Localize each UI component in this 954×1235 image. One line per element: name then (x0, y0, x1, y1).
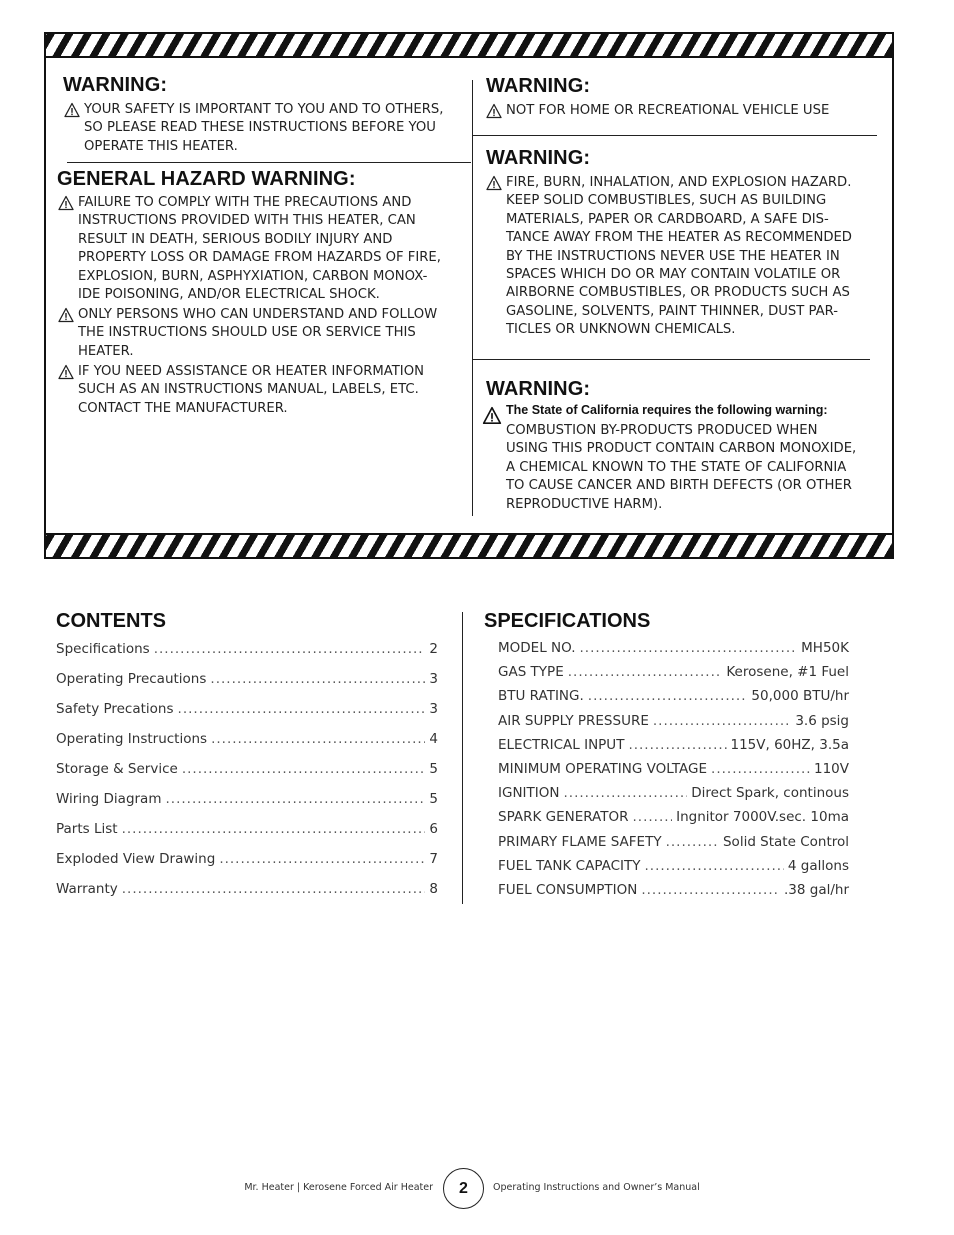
text-line: FIRE, BURN, INHALATION, AND EXPLOSION HAZARD. (506, 175, 852, 190)
dot-leader (211, 731, 425, 747)
dot-leader (219, 851, 425, 867)
text-line: BY THE INSTRUCTIONS NEVER USE THE HEATER IN (506, 248, 840, 264)
toc-page: 5 (429, 761, 438, 777)
text-line: FAILURE TO COMPLY WITH THE PRECAUTIONS AND (78, 195, 412, 210)
dot-leader (122, 821, 426, 837)
spec-row (498, 834, 849, 850)
spec-row (498, 809, 849, 825)
divider (472, 135, 877, 136)
dot-leader (711, 761, 810, 777)
spec-label: FUEL TANK CAPACITY (498, 857, 641, 874)
spec-value: Ingnitor 7000V.sec. 10ma (676, 809, 849, 826)
toc-page: 8 (429, 881, 438, 897)
warning-text-fire-hazard (506, 174, 852, 340)
dot-leader (210, 671, 425, 687)
toc-entry[interactable] (56, 641, 438, 657)
dot-leader (165, 791, 425, 807)
text-line: HEATER. (78, 343, 134, 359)
text-line: MATERIALS, PAPER OR CARDBOARD, A SAFE DIS- (506, 211, 829, 227)
toc-entry[interactable] (56, 791, 438, 807)
warning-triangle-icon (64, 102, 80, 118)
dot-leader (645, 858, 784, 874)
dot-leader (666, 834, 719, 850)
spec-value: Direct Spark, continous (691, 785, 849, 802)
dot-leader (653, 713, 791, 729)
spec-row (498, 737, 849, 753)
toc-page: 7 (429, 851, 438, 867)
text-line: GASOLINE, SOLVENTS, PAINT THINNER, DUST PAR- (506, 303, 839, 319)
toc-label: Wiring Diagram (56, 791, 162, 807)
spec-label: ELECTRICAL INPUT (498, 736, 625, 753)
toc-entry[interactable] (56, 821, 438, 837)
warning-triangle-icon (58, 195, 74, 211)
text-line: SO PLEASE READ THESE INSTRUCTIONS BEFORE YOU (84, 120, 436, 136)
footer-brand: Mr. Heater | Kerosene Forced Air Heater (244, 1182, 433, 1193)
text-line: REPRODUCTIVE HARM). (506, 496, 663, 512)
text-line: IF YOU NEED ASSISTANCE OR HEATER INFORMATION (78, 364, 424, 379)
spec-value: .38 gal/hr (783, 882, 849, 898)
spec-value: Kerosene, #1 Fuel (726, 664, 849, 681)
text-line: YOUR SAFETY IS IMPORTANT TO YOU AND TO OTHERS, (84, 102, 444, 117)
spec-label: PRIMARY FLAME SAFETY (498, 833, 662, 850)
dot-leader (641, 882, 780, 898)
toc-label: Specifications (56, 641, 150, 657)
text-line: OPERATE THIS HEATER. (84, 138, 238, 154)
spec-row (498, 761, 849, 777)
toc-label: Exploded View Drawing (56, 851, 216, 867)
text-line: TANCE AWAY FROM THE HEATER AS RECOMMENDED (506, 230, 852, 246)
warning-text-california (506, 422, 856, 514)
spec-value: 3.6 psig (795, 712, 849, 729)
spec-value: 4 gallons (787, 857, 849, 874)
general-hazard-item-2 (78, 306, 437, 361)
text-line: TO CAUSE CANCER AND BIRTH DEFECTS (OR OTHER (506, 478, 852, 494)
general-hazard-item-1 (78, 194, 441, 304)
spec-label: IGNITION (498, 785, 560, 802)
spec-row (498, 688, 849, 704)
contents-title: CONTENTS (56, 610, 166, 632)
warning-column-divider (472, 80, 473, 516)
divider (472, 359, 870, 360)
toc-page: 4 (429, 731, 438, 747)
text-line: INSTRUCTIONS PROVIDED WITH THIS HEATER, CAN (78, 213, 416, 229)
warning-heading: WARNING: (486, 147, 591, 169)
toc-entry[interactable] (56, 761, 438, 777)
dot-leader (182, 761, 426, 777)
toc-page: 2 (429, 641, 438, 657)
dot-leader (633, 809, 673, 825)
text-line: SUCH AS AN INSTRUCTIONS MANUAL, LABELS, ETC. (78, 382, 419, 398)
warning-triangle-icon (486, 103, 502, 119)
spec-label: AIR SUPPLY PRESSURE (498, 712, 649, 729)
toc-label: Safety Precations (56, 701, 174, 717)
toc-label: Parts List (56, 821, 118, 837)
dot-leader (568, 664, 723, 680)
spec-label: BTU RATING. (498, 688, 584, 705)
toc-label: Operating Instructions (56, 731, 208, 747)
spec-label: GAS TYPE (498, 664, 564, 681)
column-divider (462, 612, 463, 904)
divider (67, 162, 471, 163)
toc-page: 6 (429, 821, 438, 837)
text-line: THE INSTRUCTIONS SHOULD USE OR SERVICE THIS (78, 325, 416, 341)
toc-entry[interactable] (56, 731, 438, 747)
spec-value: MH50K (801, 640, 849, 656)
text-line: IDE POISONING, AND/OR ELECTRICAL SHOCK. (78, 287, 380, 303)
toc-entry[interactable] (56, 701, 438, 717)
specifications-title: SPECIFICATIONS (484, 610, 651, 632)
toc-page: 3 (429, 671, 438, 687)
warning-triangle-icon (482, 406, 502, 425)
warning-heading: WARNING: (486, 75, 591, 97)
spec-label: SPARK GENERATOR (498, 809, 629, 826)
spec-value: 110V (813, 761, 849, 777)
spec-label: MODEL NO. (498, 640, 576, 656)
hazard-stripe-top (46, 34, 892, 58)
spec-row (498, 858, 849, 874)
text-line: EXPLOSION, BURN, ASPHYXIATION, CARBON MONOX- (78, 268, 428, 284)
general-hazard-heading: GENERAL HAZARD WARNING: (57, 168, 356, 190)
toc-label: Operating Precautions (56, 671, 207, 687)
general-hazard-item-3 (78, 363, 424, 418)
text-line: KEEP SOLID COMBUSTIBLES, SUCH AS BUILDING (506, 193, 827, 209)
text-line: A CHEMICAL KNOWN TO THE STATE OF CALIFORNIA (506, 459, 847, 475)
dot-leader (122, 881, 426, 897)
text-line: COMBUSTION BY-PRODUCTS PRODUCED WHEN (506, 423, 818, 438)
dot-leader (154, 641, 426, 657)
dot-leader (563, 785, 687, 801)
toc-entry[interactable] (56, 671, 438, 687)
warning-triangle-icon (58, 307, 74, 323)
hazard-stripe-bottom (46, 533, 892, 557)
dot-leader (178, 701, 426, 717)
dot-leader (579, 640, 797, 656)
page-number: 2 (443, 1168, 484, 1209)
toc-entry[interactable] (56, 881, 438, 897)
text-line: USING THIS PRODUCT CONTAIN CARBON MONOXIDE, (506, 441, 857, 457)
text-line: NOT FOR HOME OR RECREATIONAL VEHICLE USE (506, 103, 830, 118)
text-line: PROPERTY LOSS OR DAMAGE FROM HAZARDS OF FIRE, (78, 250, 441, 266)
footer-manual-title: Operating Instructions and Owner’s Manual (493, 1182, 700, 1193)
spec-row (498, 882, 849, 898)
spec-row (498, 785, 849, 801)
warning-triangle-icon (58, 364, 74, 380)
toc-page: 5 (429, 791, 438, 807)
spec-value: 115V, 60HZ, 3.5a (730, 736, 849, 753)
california-warning-heading: The State of California requires the following warning: (506, 403, 828, 417)
text-line: AIRBORNE COMBUSTIBLES, OR PRODUCTS SUCH AS (506, 285, 850, 301)
spec-label: FUEL CONSUMPTION (498, 882, 638, 898)
warning-text-safety (84, 101, 443, 156)
spec-value: Solid State Control (722, 833, 849, 850)
text-line: CONTACT THE MANUFACTURER. (78, 400, 288, 416)
toc-entry[interactable] (56, 851, 438, 867)
text-line: TICLES OR UNKNOWN CHEMICALS. (506, 322, 736, 338)
toc-label: Storage & Service (56, 761, 178, 777)
spec-row (498, 664, 849, 680)
toc-page: 3 (429, 701, 438, 717)
spec-row (498, 640, 849, 656)
spec-label: MINIMUM OPERATING VOLTAGE (498, 761, 708, 777)
warning-heading: WARNING: (486, 378, 591, 400)
dot-leader (588, 688, 748, 704)
warning-text-not-for-home (506, 102, 829, 120)
dot-leader (628, 737, 726, 753)
text-line: SPACES WHICH DO OR MAY CONTAIN VOLATILE OR (506, 267, 841, 283)
spec-row (498, 713, 849, 729)
spec-value: 50,000 BTU/hr (751, 688, 849, 705)
warning-triangle-icon (486, 175, 502, 191)
toc-label: Warranty (56, 881, 118, 897)
warning-heading: WARNING: (63, 74, 168, 96)
text-line: ONLY PERSONS WHO CAN UNDERSTAND AND FOLLOW (78, 307, 438, 322)
text-line: RESULT IN DEATH, SERIOUS BODILY INJURY AND (78, 231, 393, 247)
